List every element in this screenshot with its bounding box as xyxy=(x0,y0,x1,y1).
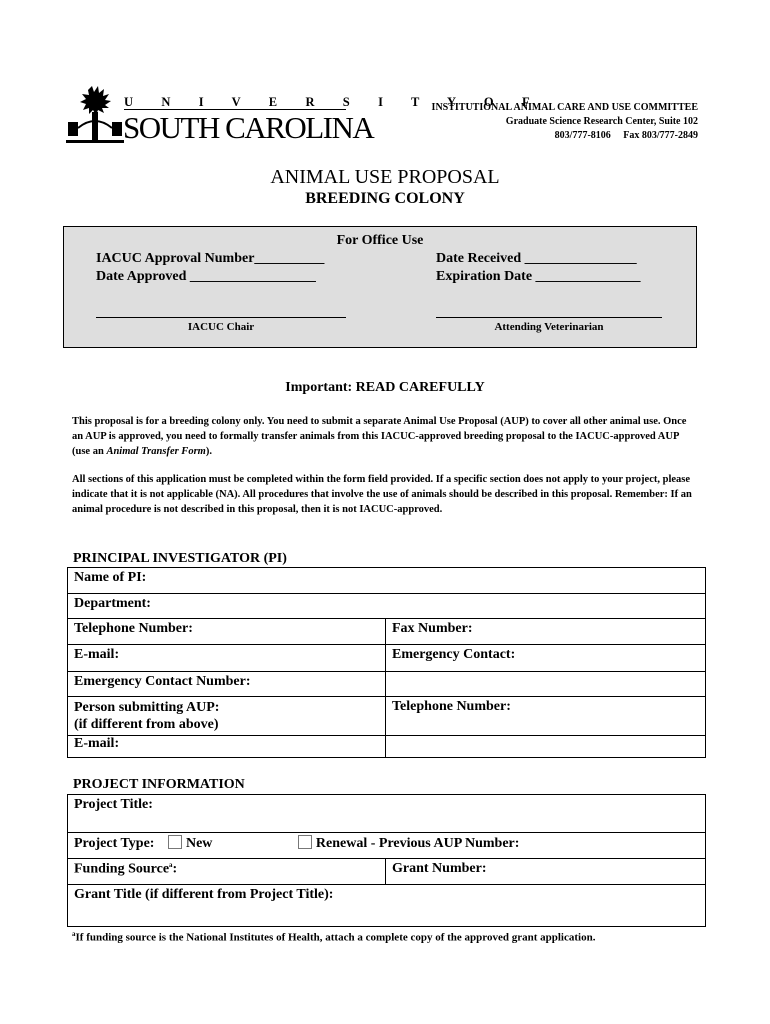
important-heading: Important: READ CAREFULLY xyxy=(285,380,485,395)
project-section-heading: PROJECT INFORMATION xyxy=(73,777,245,792)
department-field[interactable]: Department: xyxy=(68,594,706,619)
new-checkbox[interactable] xyxy=(168,835,182,849)
university-of-line: U N I V E R S I T Y O F xyxy=(124,95,543,109)
vet-signature-line xyxy=(436,317,662,318)
fax-field[interactable]: Fax Number: xyxy=(386,619,706,645)
intro-paragraph xyxy=(72,414,698,459)
approval-number-field: IACUC Approval Number__________ xyxy=(96,251,325,266)
renewal-label: Renewal - Previous AUP Number: xyxy=(315,836,520,851)
intro-text: This proposal is for a breeding colony only. You need to submit a separate Animal Use Proposal (AUP) to cover all other animal use. Once an AUP is approved, you need to formally transfer animals from this IACUC-approved breeding proposal to the IACUC-approved AUP (use an xyxy=(72,416,687,457)
vet-signature-label: Attending Veterinarian xyxy=(494,321,604,333)
chair-signature-line xyxy=(96,317,346,318)
new-label: New xyxy=(185,836,213,851)
project-type-label: Project Type: xyxy=(74,836,155,851)
email2-blank[interactable] xyxy=(386,736,706,758)
grant-title-field[interactable]: Grant Title (if different from Project Title): xyxy=(68,885,706,927)
intro-text-end: ). xyxy=(205,446,212,457)
committee-name: INSTITUTIONAL ANIMAL CARE AND USE COMMITTEE xyxy=(431,102,698,113)
telephone2-field[interactable]: Telephone Number: xyxy=(386,697,706,736)
date-approved-field: Date Approved __________________ xyxy=(96,269,316,284)
committee-phone-fax: 803/777-8106 Fax 803/777-2849 xyxy=(554,130,698,141)
committee-header xyxy=(432,101,698,143)
university-name: SOUTH CAROLINA xyxy=(123,110,374,145)
instructions-paragraph: All sections of this application must be completed within the form field provided. If a specific section does not apply to your project, please indicate that it is not applicable (NA). All procedures that involve the use of animals should be described in this proposal. Remember: If an animal procedure is not described in this proposal, then it is not IACUC-approved. xyxy=(72,474,692,515)
page-subtitle: BREEDING COLONY xyxy=(305,190,465,207)
emergency-number-field[interactable]: Emergency Contact Number: xyxy=(68,672,386,697)
page-title: ANIMAL USE PROPOSAL xyxy=(270,166,500,188)
person-submitting-field[interactable] xyxy=(68,697,386,736)
funding-source-field[interactable]: Funding Source$^a$: xyxy=(68,859,386,885)
chair-signature-label: IACUC Chair xyxy=(187,321,255,333)
pi-table xyxy=(67,567,706,758)
person-submitting-label: Person submitting AUP: xyxy=(74,700,220,715)
telephone-field[interactable]: Telephone Number: xyxy=(68,619,386,645)
office-use-heading: For Office Use xyxy=(336,233,424,248)
funding-footnote xyxy=(72,930,595,944)
project-table xyxy=(67,794,706,927)
emergency-contact-field[interactable]: Emergency Contact: xyxy=(386,645,706,672)
email2-field[interactable]: E-mail: xyxy=(68,736,386,758)
renewal-checkbox[interactable] xyxy=(298,835,312,849)
emergency-number-blank[interactable] xyxy=(386,672,706,697)
email-field[interactable]: E-mail: xyxy=(68,645,386,672)
grant-number-field[interactable]: Grant Number: xyxy=(386,859,706,885)
transfer-form-name: Animal Transfer Form xyxy=(106,446,206,457)
office-use-box xyxy=(63,226,697,348)
footnote-text: If funding source is the National Institutes of Health, attach a complete copy of the approved grant application. xyxy=(75,931,596,944)
date-received-field: Date Received ________________ xyxy=(436,251,637,266)
project-title-field[interactable]: Project Title: xyxy=(68,795,706,833)
footnote-mark: a xyxy=(72,930,76,938)
project-type-row xyxy=(68,833,706,859)
pi-section-heading: PRINCIPAL INVESTIGATOR (PI) xyxy=(73,551,287,566)
committee-address: Graduate Science Research Center, Suite 102 xyxy=(505,116,698,127)
funding-source-label: Funding Source xyxy=(74,861,170,877)
funding-footnote-mark: a xyxy=(169,861,173,869)
pi-name-field[interactable]: Name of PI: xyxy=(68,568,706,594)
if-different-label: (if different from above) xyxy=(74,717,219,732)
expiration-date-field: Expiration Date _______________ xyxy=(436,269,641,284)
